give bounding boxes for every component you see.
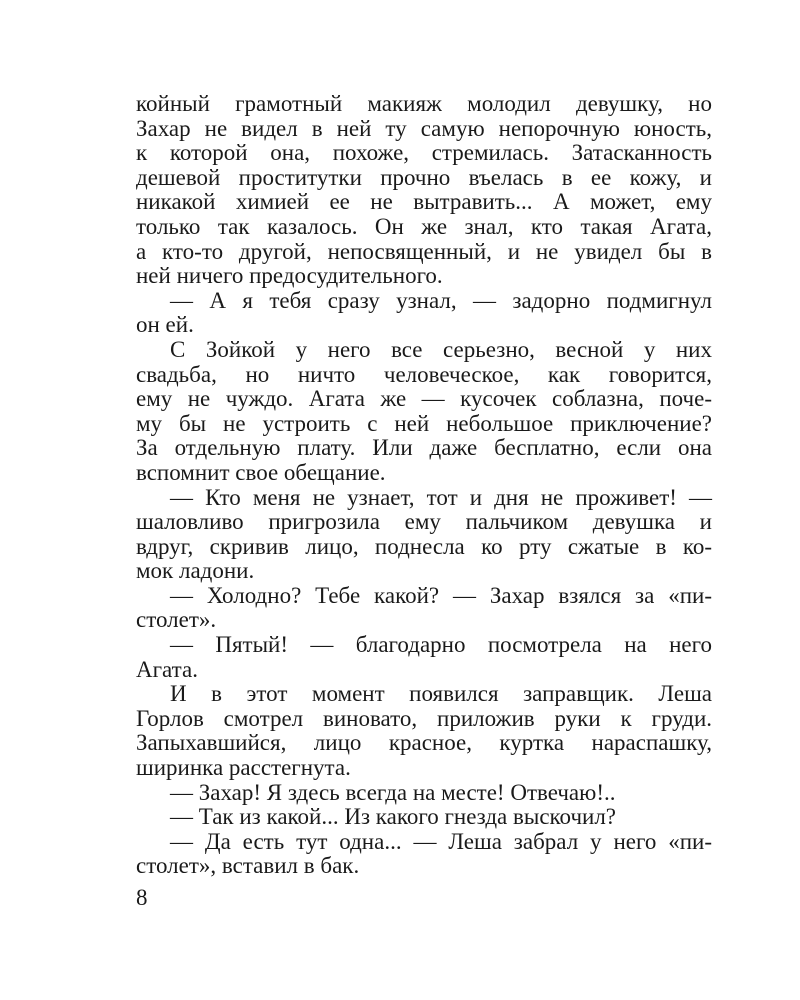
text-line: столет», вставил в бак. (136, 853, 360, 879)
text-line: он ей. (136, 312, 194, 338)
text-line: вдруг, скривив лицо, поднесла ко рту сжатые в ко- (136, 533, 712, 559)
text-line: — Так из какой... Из какого гнезда выскочил? (170, 804, 617, 830)
text-line: — Пятый! — благодарно посмотрела на него (170, 632, 712, 658)
page-number: 8 (136, 885, 148, 910)
text-line: И в этот момент появился заправщик. Леша (170, 681, 712, 707)
text-line: С Зойкой у него все серьезно, весной у них (170, 336, 712, 362)
text-line: а кто-то другой, непосвященный, и не увидел бы в (136, 238, 712, 264)
text-line: — Да есть тут одна... — Леша забрал у него «пи- (170, 828, 712, 854)
text-line: к которой она, похоже, стремилась. Затасканность (136, 140, 712, 166)
text-line: ней ничего предосудительного. (136, 263, 443, 289)
text-line: Запыхавшийся, лицо красное, куртка нараспашку, (136, 730, 712, 756)
text-line: койный грамотный макияж молодил девушку, но (136, 91, 712, 116)
text-line: Захар не видел в ней ту самую непорочную юность, (136, 115, 712, 141)
text-line: никакой химией ее не вытравить... А может, ему (136, 189, 712, 215)
text-line: мок ладони. (136, 558, 255, 584)
text-line: — А я тебя сразу узнал, — задорно подмигнул (170, 287, 712, 313)
text-line: вспомнит свое обещание. (136, 459, 386, 485)
text-line: — Холодно? Тебе какой? — Захар взялся за «пи- (170, 582, 712, 608)
text-line: столет». (136, 607, 217, 633)
text-line: ширинка расстегнута. (136, 755, 351, 781)
text-block (136, 92, 712, 879)
text-line: дешевой проститутки прочно въелась в ее кожу, и (136, 164, 712, 190)
text-line: За отдельную плату. Или даже бесплатно, если она (136, 435, 712, 461)
text-line: — Кто меня не узнает, тот и дня не проживет! — (170, 484, 712, 510)
text-line: — Захар! Я здесь всегда на месте! Отвечаю!.. (170, 779, 616, 805)
text-line: Горлов смотрел виновато, приложив руки к груди. (136, 705, 712, 731)
text-line: ему не чуждо. Агата же — кусочек соблазна, поче- (136, 386, 712, 412)
text-line: свадьба, но ничто человеческое, как говорится, (136, 361, 712, 387)
text-line: Агата. (136, 656, 198, 682)
text-line: му бы не устроить с ней небольшое приключение? (136, 410, 712, 436)
text-line: шаловливо пригрозила ему пальчиком девушка и (136, 509, 712, 535)
text-line: только так казалось. Он же знал, кто такая Агата, (136, 213, 712, 239)
